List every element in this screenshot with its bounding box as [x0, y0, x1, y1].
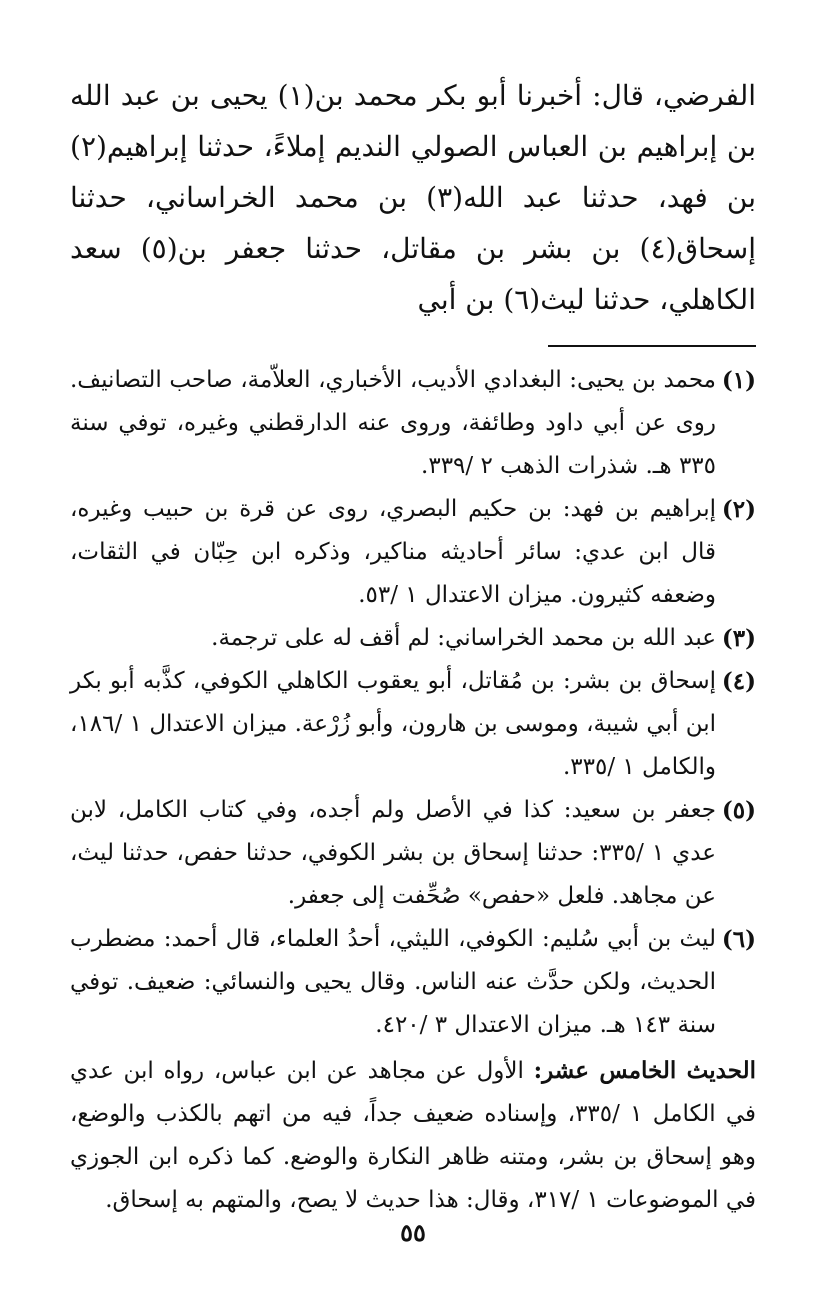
footnote-text: عبد الله بن محمد الخراساني: لم أقف له على ترجمة.	[211, 625, 716, 651]
footnote-text: إسحاق بن بشر: بن مُقاتل، أبو يعقوب الكاهلي الكوفي، كذَّبه أبو بكر ابن أبي شيبة، وموسى بن هارون، وأبو زُرْعة. ميزان الاعتدال ١ /١٨٦، والكامل ١ /٣٣٥.	[70, 668, 716, 780]
footnote	[70, 617, 756, 660]
footnote-text: إبراهيم بن فهد: بن حكيم البصري، روى عن قرة بن حبيب وغيره، قال ابن عدي: سائر أحاديثه مناكير، وذكره ابن حِبّان في الثقات، وضعفه كثيرون. ميزان الاعتدال ١ /٥٣.	[70, 496, 716, 608]
footnote-number: (٣)	[721, 625, 756, 652]
footnote	[70, 488, 756, 617]
footnote-text: جعفر بن سعيد: كذا في الأصل ولم أجده، وفي كتاب الكامل، لابن عدي ١ /٣٣٥: حدثنا إسحاق بن بشر الكوفي، حدثنا حفص، حدثنا ليث، عن مجاهد. فلعل «حفص» صُحِّفت إلى جعفر.	[70, 797, 716, 909]
footnote-number: (١)	[721, 367, 756, 394]
footnote-number: (٢)	[721, 496, 756, 523]
hadith-heading: الحديث الخامس عشر:	[533, 1057, 756, 1084]
footnote-text: محمد بن يحيى: البغدادي الأديب، الأخباري، العلاّمة، صاحب التصانيف. روى عن أبي داود وطائفة، وروى عنه الدارقطني وغيره، توفي سنة ٣٣٥ هـ. شذرات الذهب ٢ /٣٣٩.	[70, 367, 716, 479]
footnote-divider-wrap	[70, 345, 756, 347]
footnote-divider	[548, 345, 756, 347]
footnote	[70, 359, 756, 488]
footnote-text: ليث بن أبي سُليم: الكوفي، الليثي، أحدُ العلماء، قال أحمد: مضطرب الحديث، ولكن حدَّث عنه الناس. وقال يحيى والنسائي: ضعيف. توفي سنة ١٤٣ هـ. ميزان الاعتدال ٣ /٤٢٠.	[70, 926, 716, 1038]
main-text	[70, 70, 756, 325]
footnote	[70, 789, 756, 918]
main-paragraph: الفرضي، قال: أخبرنا أبو بكر محمد بن(١) يحيى بن عبد الله بن إبراهيم بن العباس الصولي النديم إملاءً، حدثنا إبراهيم(٢) بن فهد، حدثنا عبد الله(٣) بن محمد الخراساني، حدثنا إسحاق(٤) بن بشر بن مقاتل، حدثنا جعفر بن(٥) سعد الكاهلي، حدثنا ليث(٦) بن أبي	[70, 79, 757, 316]
hadith-text: الأول عن مجاهد عن ابن عباس، رواه ابن عدي في الكامل ١ /٣٣٥، وإسناده ضعيف جداً، فيه من اتهم بالكذب والوضع، وهو إسحاق بن بشر، ومتنه ظاهر النكارة والوضع. كما ذكره ابن الجوزي في الموضوعات ١ /٣١٧، وقال: هذا حديث لا يصح، والمتهم به إسحاق.	[70, 1058, 756, 1213]
footnote-number: (٦)	[721, 926, 756, 953]
page-number: ٥٥	[400, 1218, 426, 1247]
hadith-commentary	[70, 1049, 756, 1222]
footnote-number: (٥)	[721, 797, 756, 824]
footnote	[70, 918, 756, 1047]
footnote	[70, 660, 756, 789]
footnote-number: (٤)	[721, 668, 756, 695]
footnotes	[70, 359, 756, 1047]
